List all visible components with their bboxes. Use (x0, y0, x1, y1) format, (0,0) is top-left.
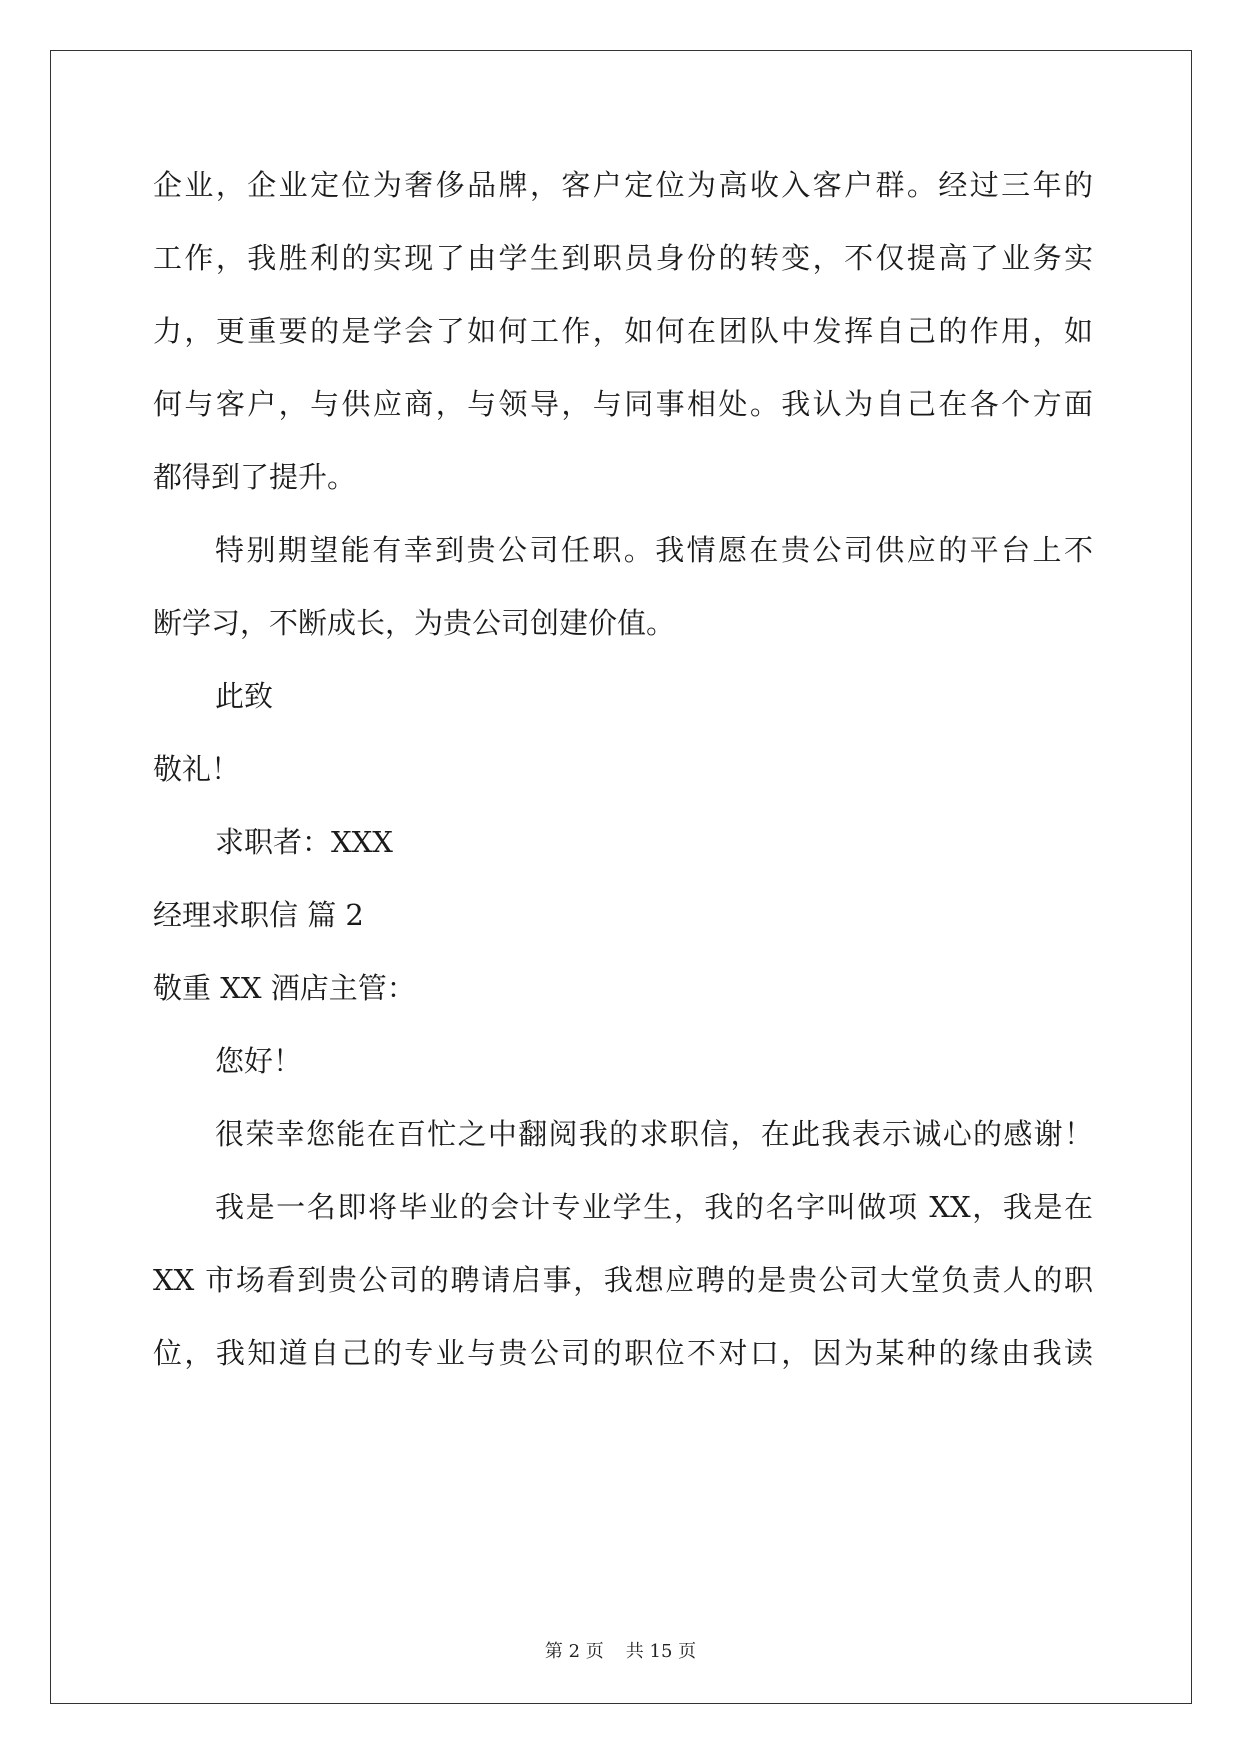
page-number: 第 2 页 (544, 1641, 604, 1662)
page-footer (0, 1640, 1241, 1664)
text-line: 很荣幸您能在百忙之中翻阅我的求职信，在此我表示诚心的感谢！ (215, 1117, 1093, 1151)
page-border (50, 50, 1192, 1704)
text-line: 特别期望能有幸到贵公司任职。我情愿在贵公司供应的平台上不 (215, 533, 1093, 567)
text-line: 企业，企业定位为奢侈品牌，客户定位为高收入客户群。经过三年的 (153, 168, 1093, 202)
greeting-recipient: 敬重 XX 酒店主管： (153, 971, 416, 1005)
text-line: 位，我知道自己的专业与贵公司的职位不对口，因为某种的缘由我读 (153, 1336, 1093, 1370)
closing-regards: 敬礼！ (153, 752, 241, 786)
signature-line: 求职者：XXX (215, 825, 393, 859)
text-line: 何与客户，与供应商，与领导，与同事相处。我认为自己在各个方面 (153, 387, 1093, 421)
text-line: 我是一名即将毕业的会计专业学生，我的名字叫做项 XX，我是在 (215, 1190, 1093, 1224)
page-total: 共 15 页 (625, 1641, 697, 1662)
text-line: 断学习，不断成长，为贵公司创建价值。 (153, 606, 676, 640)
text-line: 工作，我胜利的实现了由学生到职员身份的转变，不仅提高了业务实 (153, 241, 1093, 275)
text-line: 都得到了提升。 (153, 460, 357, 494)
text-line: 力，更重要的是学会了如何工作，如何在团队中发挥自己的作用，如 (153, 314, 1093, 348)
text-line: XX 市场看到贵公司的聘请启事，我想应聘的是贵公司大堂负责人的职 (153, 1263, 1093, 1297)
closing-salutation: 此致 (215, 679, 274, 713)
greeting: 您好！ (215, 1044, 303, 1078)
section-heading: 经理求职信 篇 2 (153, 898, 364, 932)
